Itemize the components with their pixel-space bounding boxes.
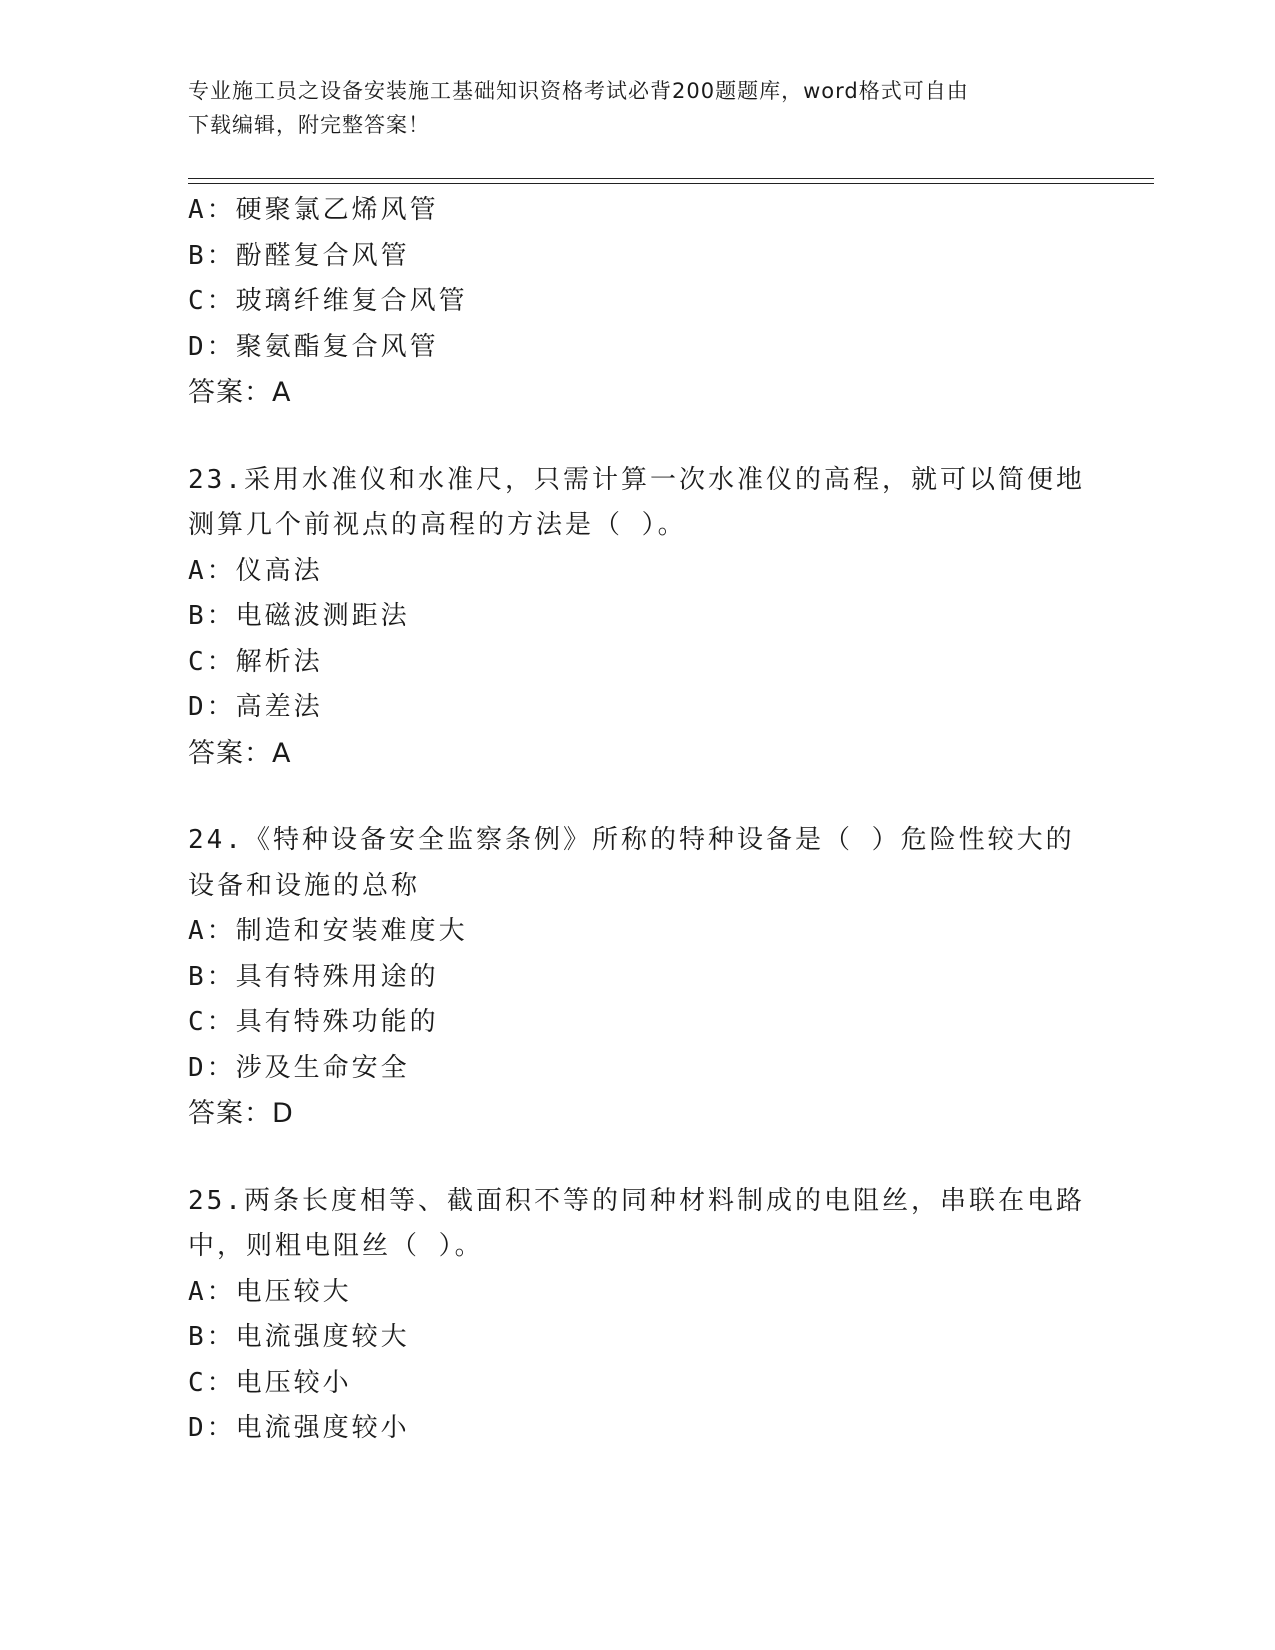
- option-a: A：仪高法: [188, 555, 323, 586]
- option-c: C：具有特殊功能的: [188, 1007, 439, 1037]
- option-d: D：高差法: [188, 692, 323, 722]
- option-d: D：电流强度较小: [188, 1413, 410, 1443]
- answer-line: 答案：A: [188, 737, 292, 769]
- question-stem-line-2: 设备和设施的总称: [188, 870, 421, 901]
- answer-line: 答案：D: [188, 1098, 294, 1129]
- option-a: A：电压较大: [188, 1276, 352, 1307]
- question-23: [188, 458, 1088, 777]
- option-b: B：电流强度较大: [188, 1322, 410, 1352]
- option-d: D：涉及生命安全: [188, 1052, 410, 1083]
- document-header: [188, 74, 1068, 142]
- option-c: C：电压较小: [188, 1367, 352, 1398]
- header-divider-top: [188, 178, 1154, 179]
- header-line-1: 专业施工员之设备安装施工基础知识资格考试必背200题题库，word格式可自由: [188, 79, 969, 103]
- question-25: [188, 1179, 1088, 1452]
- header-line-2: 下载编辑，附完整答案！: [188, 113, 430, 137]
- option-b: B：电磁波测距法: [188, 601, 410, 631]
- question-stem-line-1: 25.两条长度相等、截面积不等的同种材料制成的电阻丝，串联在电路: [188, 1185, 1085, 1216]
- option-a: A：制造和安装难度大: [188, 916, 468, 946]
- option-b: B：具有特殊用途的: [188, 961, 439, 992]
- question-24: [188, 818, 1088, 1137]
- question-stem-line-1: 23.采用水准仪和水准尺，只需计算一次水准仪的高程，就可以简便地: [188, 464, 1085, 495]
- option-a: A：硬聚氯乙烯风管: [188, 195, 439, 225]
- question-22-continued: [188, 188, 1088, 416]
- option-b: B：酚醛复合风管: [188, 240, 410, 271]
- option-c: C：解析法: [188, 646, 323, 677]
- question-stem-line-2: 中，则粗电阻丝（ ）。: [188, 1231, 484, 1261]
- question-list: [188, 188, 1088, 1452]
- question-stem-line-1: 24.《特种设备安全监察条例》所称的特种设备是（ ）危险性较大的: [188, 825, 1075, 855]
- question-stem-line-2: 测算几个前视点的高程的方法是（ ）。: [188, 510, 687, 540]
- option-d: D：聚氨酯复合风管: [188, 331, 439, 362]
- option-c: C：玻璃纤维复合风管: [188, 286, 468, 316]
- header-divider-bottom: [188, 183, 1154, 184]
- answer-line: 答案：A: [188, 377, 292, 408]
